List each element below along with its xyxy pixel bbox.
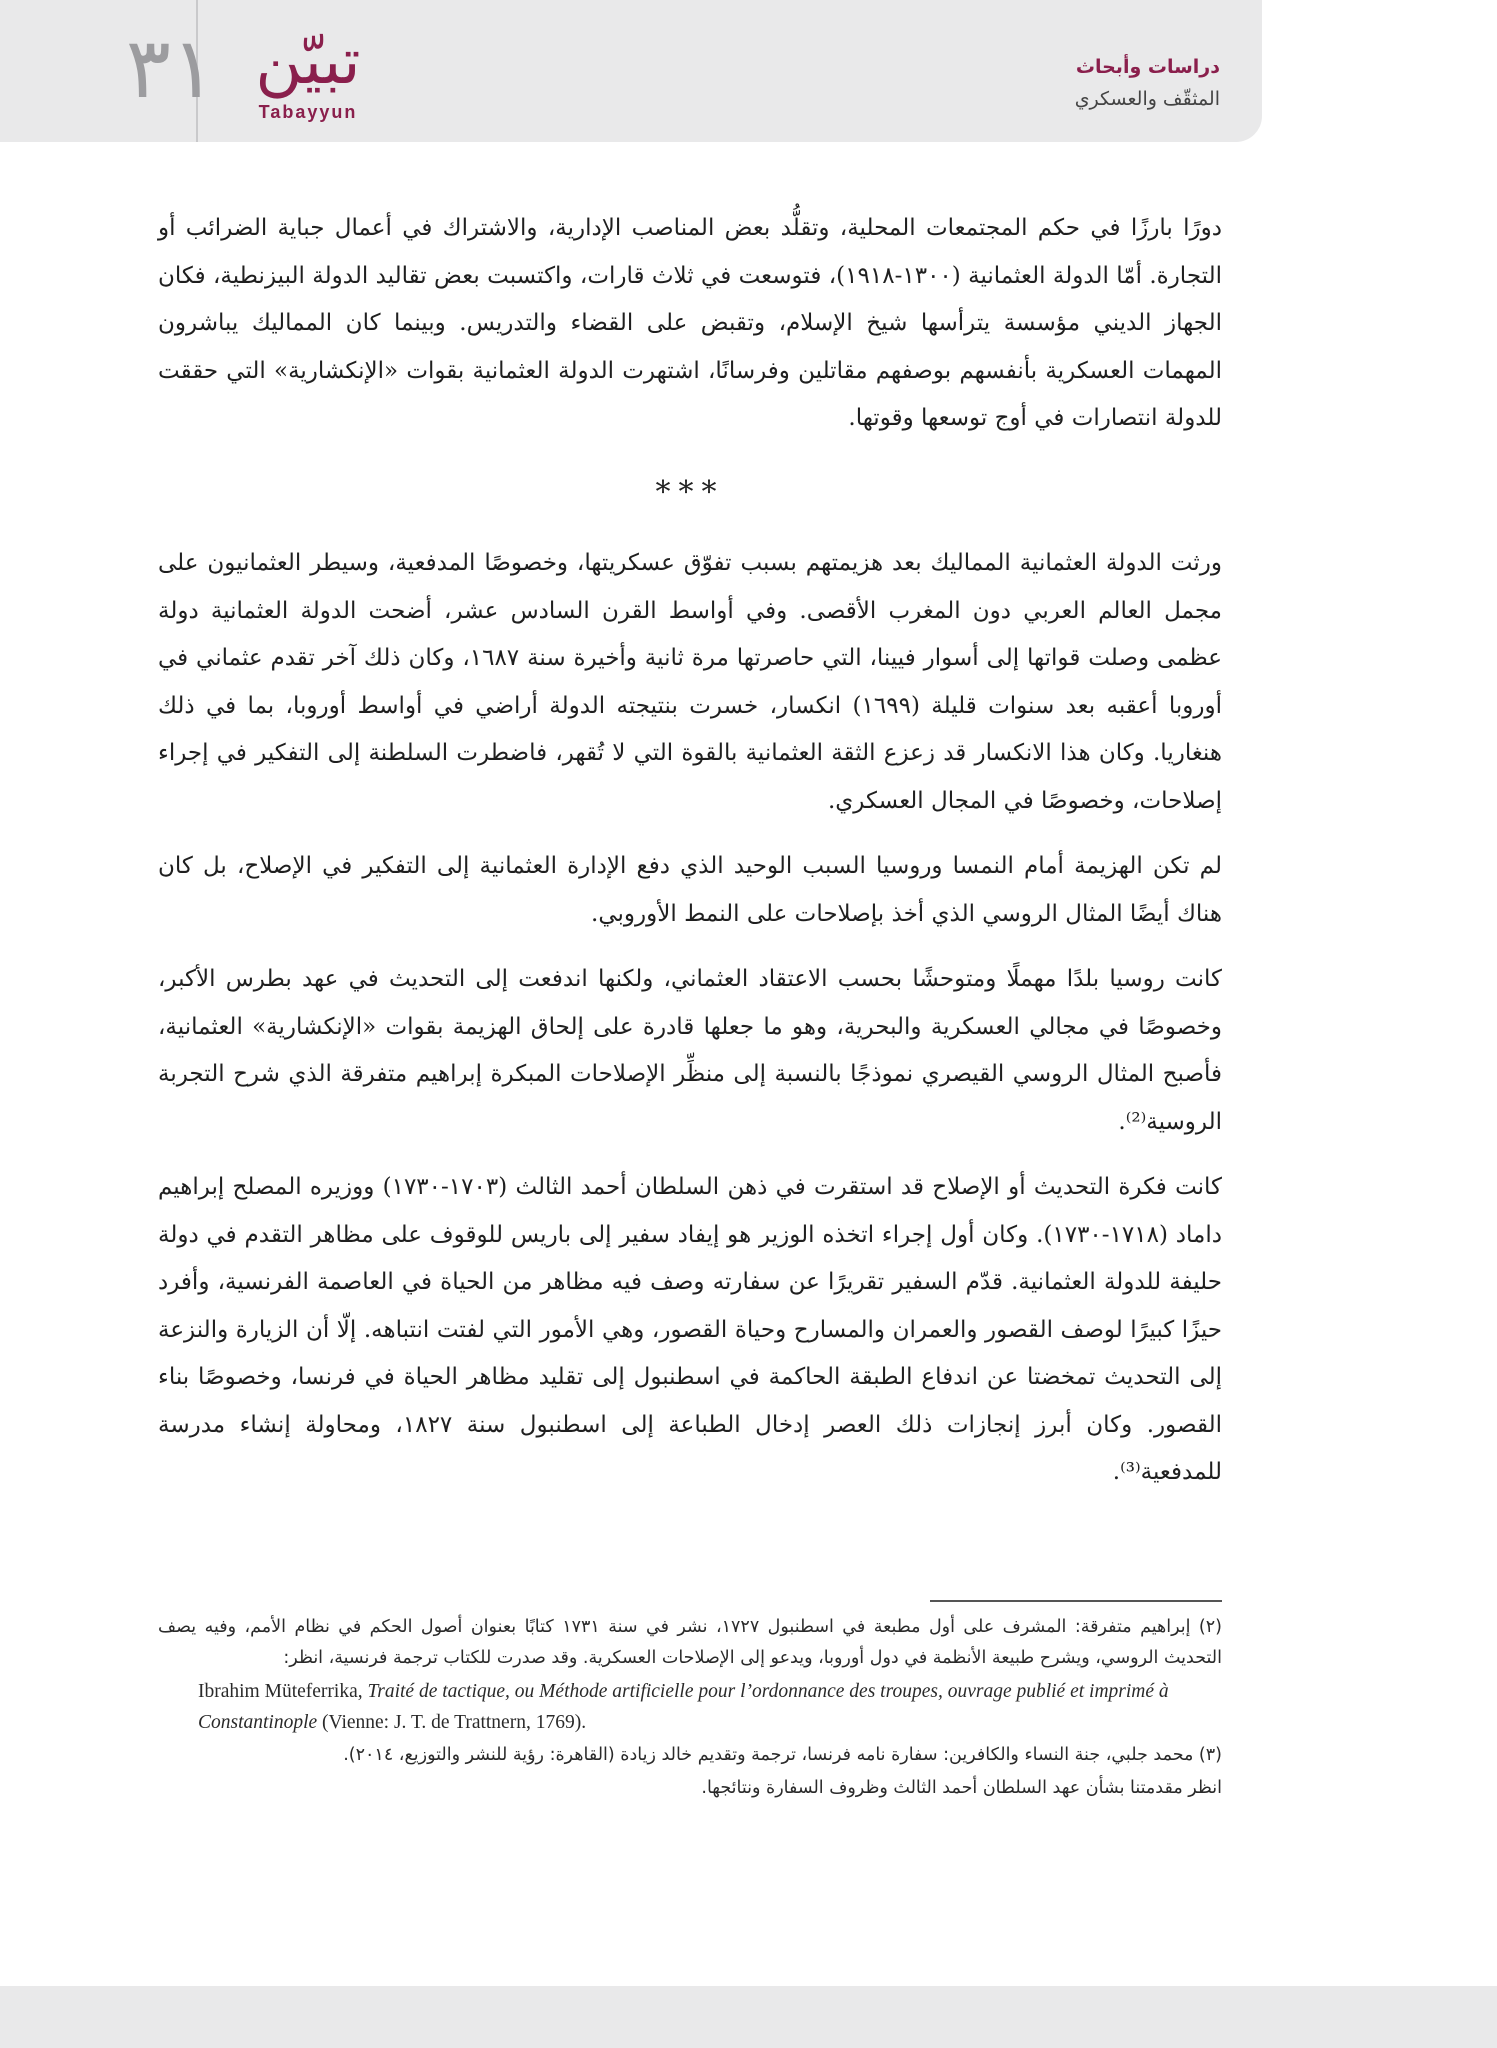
footnotes xyxy=(158,1612,1222,1806)
fn2-author: Ibrahim Müteferrika, xyxy=(198,1681,368,1702)
section-subtitle: المثقّف والعسكري xyxy=(1074,88,1220,110)
footnote-3: (٣) محمد جلبي، جنة النساء والكافرين: سفارة نامه فرنسا، ترجمة وتقديم خالد زيادة (القاهرة: رؤية للنشر والتوزيع، ٢٠١٤). xyxy=(343,1745,1222,1765)
section-break: *** xyxy=(655,474,725,510)
footnote-2-reference xyxy=(158,1676,1222,1738)
paragraph: دورًا بارزًا في حكم المجتمعات المحلية، وتقلُّد بعض المناصب الإدارية، والاشتراك في أعمال جباية الضرائب أو التجارة. أمّا الدولة العثمانية (١٣٠٠-١٩١٨)، فتوسعت في ثلاث قارات، واكتسبت بعض تقاليد الدولة البيزنطية، فكان الجهاز الديني مؤسسة يترأسها شيخ الإسلام، وتقبض على القضاء والتدريس. وبينما كان المماليك يباشرون المهمات العسكرية بأنفسهم بوصفهم مقاتلين وفرسانًا، اشتهرت الدولة العثمانية بقوات «الإنكشارية» التي حققت للدولة انتصارات في أوج توسعها وقوتها. xyxy=(158,215,1223,431)
fn2-publication: (Vienne: J. T. de Trattnern, 1769). xyxy=(317,1712,587,1733)
section-title: دراسات وأبحاث xyxy=(1075,56,1220,78)
footnote-separator xyxy=(930,1600,1222,1602)
footnote-2: (٢) إبراهيم متفرقة: المشرف على أول مطبعة في اسطنبول ١٧٢٧، نشر في سنة ١٧٣١ كتابًا بعنوان أصول الحكم في نظام الأمم، وفيه يصف التحديث الروسي، ويشرح طبيعة الأنظمة في دول أوروبا، ويدعو إلى الإصلاحات العسكرية. وقد صدرت للكتاب ترجمة فرنسية، انظر: xyxy=(158,1617,1222,1668)
logo-arabic: تبيّن xyxy=(255,25,361,99)
page-number: ٣١ xyxy=(125,19,217,117)
paragraph: كانت روسيا بلدًا مهملًا ومتوحشًا بحسب الاعتقاد العثماني، ولكنها اندفعت إلى التحديث في عهد بطرس الأكبر، وخصوصًا في مجالي العسكرية والبحرية، وهو ما جعلها قادرة على إلحاق الهزيمة بقوات «الإنكشارية» العثمانية، فأصبح المثال الروسي القيصري نموذجًا بالنسبة إلى منظِّر الإصلاحات المبكرة إبراهيم متفرقة الذي شرح التجربة الروسية⁽²⁾. xyxy=(158,966,1222,1135)
fn2-title: Traité de tactique, ou Méthode artificielle pour l’ordonnance des troupes, ouvrage publié et imprimé à Constantinople xyxy=(198,1681,1169,1733)
journal-logo xyxy=(218,22,398,132)
page-footer xyxy=(0,1986,1497,2048)
article-body xyxy=(158,205,1222,1515)
paragraph: لم تكن الهزيمة أمام النمسا وروسيا السبب الوحيد الذي دفع الإدارة العثمانية إلى التفكير في الإصلاح، بل كان هناك أيضًا المثال الروسي الذي أخذ بإصلاحات على النمط الأوروبي. xyxy=(158,853,1222,927)
paragraph: كانت فكرة التحديث أو الإصلاح قد استقرت في ذهن السلطان أحمد الثالث (١٧٠٣-١٧٣٠) ووزيره المصلح إبراهيم داماد (١٧١٨-١٧٣٠). وكان أول إجراء اتخذه الوزير هو إيفاد سفير إلى باريس للوقوف على مظاهر التقدم في دولة حليفة للدولة العثمانية. قدّم السفير تقريرًا عن سفارته وصف فيه مظاهر من الحياة في العاصمة الفرنسية، وأفرد حيزًا كبيرًا لوصف القصور والعمران والمسارح وحياة القصور، وهي الأمور التي لفتت انتباهه. إلّا أن الزيارة والنزعة إلى التحديث تمخضتا عن اندفاع الطبقة الحاكمة في اسطنبول إلى تقليد مظاهر الحياة في فرنسا، وخصوصًا بناء القصور. وكان أبرز إنجازات ذلك العصر إدخال الطباعة إلى اسطنبول سنة ١٨٢٧، ومحاولة إنشاء مدرسة للمدفعية⁽³⁾. xyxy=(158,1174,1223,1485)
paragraph: ورثت الدولة العثمانية المماليك بعد هزيمتهم بسبب تفوّق عسكريتها، وخصوصًا المدفعية، وسيطر العثمانيون على مجمل العالم العربي دون المغرب الأقصى. وفي أواسط القرن السادس عشر، أضحت الدولة العثمانية دولة عظمى وصلت قواتها إلى أسوار فيينا، التي حاصرتها مرة ثانية وأخيرة سنة ١٦٨٧، وكان ذلك آخر تقدم عثماني في أوروبا أعقبه بعد سنوات قليلة (١٦٩٩) انكسار، خسرت بنتيجته الدولة أراضي في أواسط أوروبا، بما في ذلك هنغاريا. وكان هذا الانكسار قد زعزع الثقة العثمانية بالقوة التي لا تُقهر، فاضطرت السلطنة إلى التفكير في إجراء إصلاحات، وخصوصًا في المجال العسكري. xyxy=(158,550,1223,814)
logo-latin: Tabayyun xyxy=(258,102,358,122)
footnote-3-note: انظر مقدمتنا بشأن عهد السلطان أحمد الثالث وظروف السفارة ونتائجها. xyxy=(701,1778,1222,1798)
header-margin xyxy=(1262,0,1497,142)
